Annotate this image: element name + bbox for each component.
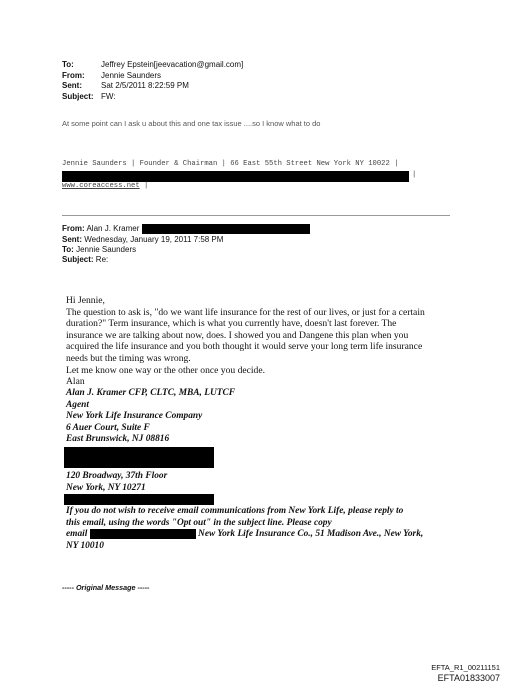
agent-address-2: East Brunswick, NJ 08816 (66, 434, 170, 445)
forwarded-header (62, 224, 462, 266)
subject-value: FW: (101, 91, 116, 101)
letter-line: The question to ask is, "do we want life insurance for the rest of our lives, or just for a certain (66, 306, 425, 318)
fwd-sent-row (62, 235, 462, 245)
website-link[interactable]: www.coreaccess.net (62, 182, 140, 190)
fwd-from-label: From: (62, 224, 85, 234)
sent-value: Sat 2/5/2011 8:22:59 PM (101, 81, 189, 90)
redaction-block (62, 171, 409, 182)
fwd-subject-row (62, 255, 462, 265)
agent-address-3: 120 Broadway, 37th Floor (66, 471, 168, 481)
redaction-block (90, 529, 196, 539)
optout-line-4: NY 10010 (66, 540, 104, 551)
link-tail: | (139, 182, 149, 190)
from-label: From: (62, 70, 85, 80)
signature-line-1: Jennie Saunders | Founder & Chairman | 66 East 55th Street New York NY 10022 | (62, 160, 399, 168)
sent-label: Sent: (62, 81, 82, 90)
fwd-to-row (62, 245, 462, 255)
optout-email-label: email (66, 529, 88, 540)
fwd-from-row (62, 224, 462, 235)
letter-body (66, 295, 466, 388)
optout-line-1: If you do not wish to receive email communications from New York Life, please reply to (66, 506, 404, 516)
letter-line: needs but the timing was wrong. (66, 352, 191, 364)
body-text: At some point can I ask u about this and one tax issue ....so I know what to do (62, 119, 321, 128)
redaction-block (142, 224, 310, 234)
signature-pipe: | (412, 171, 417, 179)
signature-line-3 (62, 182, 148, 190)
fwd-sent-value: Wednesday, January 19, 2011 7:58 PM (84, 234, 224, 244)
letter-line: acquired the life insurance and you both thought it would serve your long term life insurance (66, 341, 423, 353)
optout-notice (66, 506, 486, 553)
subject-row (62, 92, 243, 103)
sent-row (62, 81, 243, 92)
agent-address-block-2 (66, 471, 466, 494)
redaction-block (64, 447, 214, 468)
agent-address-4: New York, NY 10271 (66, 482, 146, 493)
subject-label: Subject: (62, 91, 94, 101)
redaction-block (64, 494, 214, 505)
to-value: Jeffrey Epstein[jeevacation@gmail.com] (101, 60, 244, 69)
bates-number-1: EFTA_R1_00211151 (431, 663, 500, 672)
letter-line: Let me know one way or the other once you decide. (66, 364, 266, 376)
fwd-subject-value: Re: (95, 255, 109, 265)
fwd-from-value: Alan J. Kramer (86, 224, 140, 234)
fwd-subject-label: Subject: (62, 255, 94, 265)
from-value: Jennie Saunders (101, 70, 162, 80)
email-header (62, 60, 243, 102)
greeting: Hi Jennie, (66, 295, 105, 306)
original-message-marker: ----- Original Message ----- (62, 583, 150, 592)
divider (62, 215, 450, 216)
agent-name: Alan J. Kramer CFP, CLTC, MBA, LUTCF (66, 388, 235, 398)
fwd-to-value: Jennie Saunders (76, 244, 137, 254)
to-row (62, 60, 243, 71)
from-row (62, 71, 243, 82)
fwd-sent-label: Sent: (62, 234, 82, 244)
letter-line: insurance we are talking about now, does. I showed you and Dangene this plan when you (66, 329, 409, 341)
agent-title: Agent (66, 399, 89, 410)
optout-line-2: this email, using the words "Opt out" in the subject line. Please copy (66, 517, 332, 528)
optout-line-3 (66, 529, 486, 541)
agent-company: New York Life Insurance Company (66, 411, 203, 422)
bates-number-2: EFTA01833007 (437, 673, 500, 683)
letter-line: duration?" Term insurance, which is what you currently have, doesn't last forever. The (66, 318, 397, 330)
to-label: To: (62, 60, 74, 69)
optout-address: New York Life Insurance Co., 51 Madison Ave., New York, (198, 529, 424, 540)
agent-address-1: 6 Auer Court, Suite F (66, 422, 150, 433)
sign-name: Alan (66, 376, 85, 388)
fwd-to-label: To: (62, 244, 74, 254)
agent-signature (66, 388, 466, 446)
